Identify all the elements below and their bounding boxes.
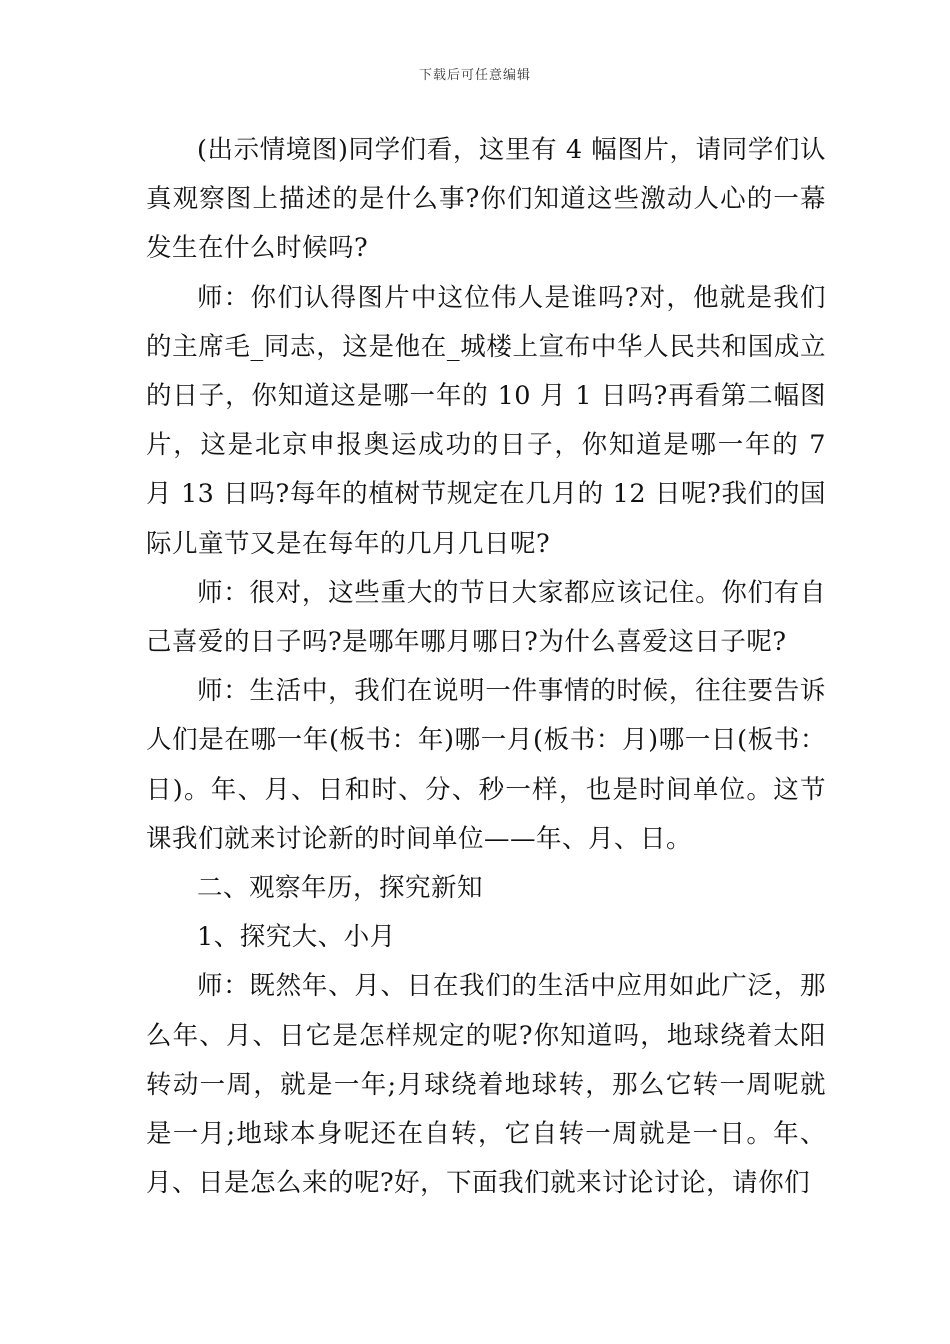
paragraph-teacher-earth-rotation: 师：既然年、月、日在我们的生活中应用如此广泛，那么年、月、日它是怎样规定的呢?你知道吗，地球绕着太阳转动一周，就是一年;月球绕着地球转，那么它转一周呢就是一月;地球本身呢还在自转，它自转一周就是一日。年、月、日是怎么来的呢?好，下面我们就来讨论讨论，请你们	[146, 971, 826, 1199]
paragraph-teacher-time-units: 师：生活中，我们在说明一件事情的时候，往往要告诉人们是在哪一年(板书：年)哪一月(板书：月)哪一日(板书：日)。年、月、日和时、分、秒一样，也是时间单位。这节课我们就来讨论新的时间单位——年、月、日。	[146, 676, 826, 854]
paragraph-teacher-festivals: 师：很对，这些重大的节日大家都应该记住。你们有自己喜爱的日子吗?是哪年哪月哪日?为什么喜爱这日子呢?	[146, 577, 826, 658]
paragraph-teacher-leader: 师：你们认得图片中这位伟人是谁吗?对，他就是我们的主席毛_同志，这是他在_城楼上宣布中华人民共和国成立的日子，你知道这是哪一年的 10 月 1 日吗?再看第二幅图片，这是北京申报奥运成功的日子，你知道是哪一年的 7 月 13 日吗?每年的植树节规定在几月的 12 日呢?我们的国际儿童节又是在每年的几月几日呢?	[146, 282, 826, 559]
document-body	[146, 126, 826, 1208]
section-heading: 二、观察年历，探究新知	[197, 873, 484, 904]
subsection-heading: 1、探究大、小月	[197, 922, 396, 953]
paragraph-intro-scene: (出示情境图)同学们看，这里有 4 幅图片，请同学们认真观察图上描述的是什么事?你们知道这些激动人心的一幕发生在什么时候吗?	[146, 135, 826, 264]
page-header-note: 下载后可任意编辑	[418, 68, 531, 83]
